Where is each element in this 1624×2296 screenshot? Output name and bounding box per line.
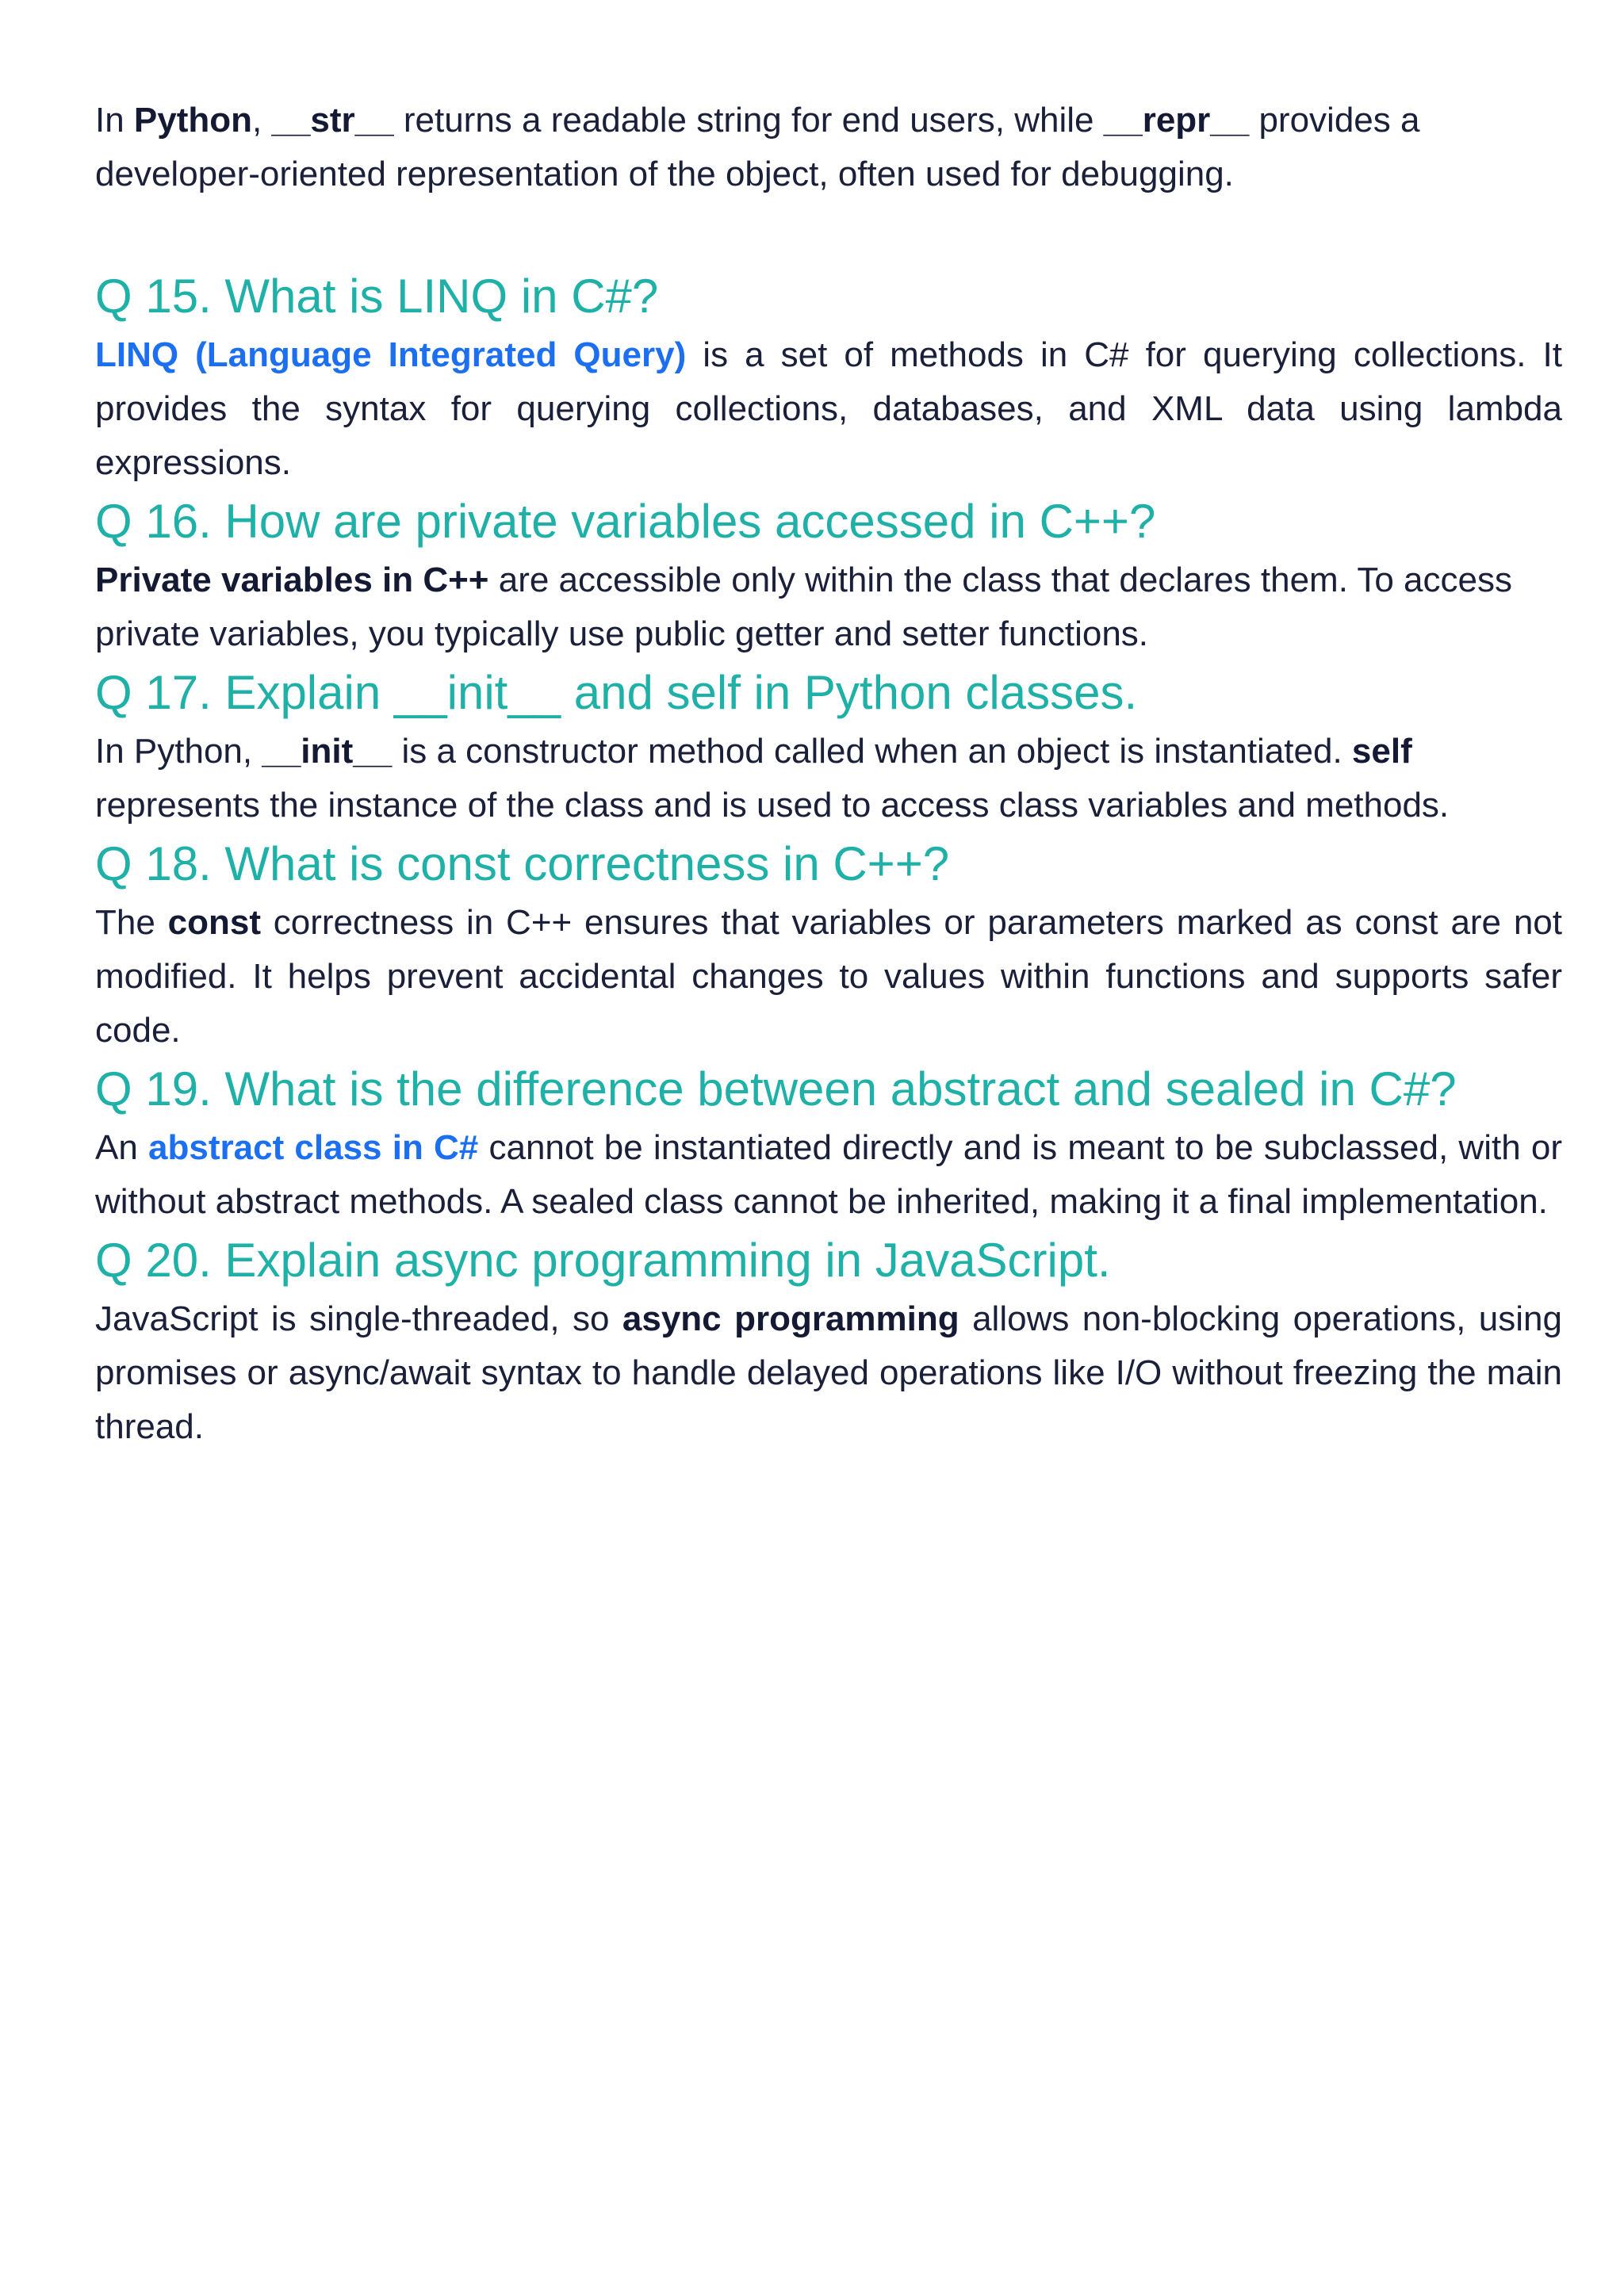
q16-heading: Q 16. How are private variables accessed in C++?	[95, 495, 1156, 548]
init-term: __init__	[262, 732, 393, 771]
private-variables-term: Private variables in C++	[95, 561, 489, 599]
q19-heading: Q 19. What is the difference between abstract and sealed in C#?	[95, 1062, 1457, 1115]
intro-paragraph: In Python, __str__ returns a readable string for end users, while __repr__ provides a developer-oriented representation of the object, often used for debugging.	[95, 101, 1420, 193]
q20-answer: JavaScript is single-threaded, so async programming allows non-blocking operations, using promises or async/await syntax to handle delayed operations like I/O without freezing the main thread.	[95, 1299, 1562, 1446]
const-term: const	[167, 903, 261, 942]
str-term: __str__	[271, 101, 394, 140]
q18-answer: The const correctness in C++ ensures that variables or parameters marked as const are not modified. It helps prevent accidental changes to values within functions and supports safer code.	[95, 903, 1562, 1050]
q20-heading: Q 20. Explain async programming in JavaScript.	[95, 1234, 1111, 1287]
q15-answer: LINQ (Language Integrated Query) is a set of methods in C# for querying collections. It provides the syntax for querying collections, databases, and XML data using lambda expressions.	[95, 335, 1562, 482]
self-term: self	[1351, 732, 1412, 771]
q16-answer: Private variables in C++ are accessible only within the class that declares them. To access private variables, you typically use public getter and setter functions.	[95, 561, 1512, 653]
repr-term: __repr__	[1103, 101, 1250, 140]
q19-answer: An abstract class in C# cannot be instantiated directly and is meant to be subclassed, with or without abstract methods. A sealed class cannot be inherited, making it a final implementation.	[95, 1128, 1562, 1221]
q15-heading: Q 15. What is LINQ in C#?	[95, 270, 659, 323]
content-column	[95, 94, 1562, 1454]
async-programming-term: async programming	[622, 1299, 959, 1338]
abstract-class-link[interactable]: abstract class in C#	[148, 1128, 479, 1167]
q17-heading: Q 17. Explain __init__ and self in Python classes.	[95, 666, 1138, 719]
python-term: Python	[133, 101, 253, 140]
q18-heading: Q 18. What is const correctness in C++?	[95, 837, 950, 890]
q17-answer: In Python, __init__ is a constructor method called when an object is instantiated. self represents the instance of the class and is used to access class variables and methods.	[95, 732, 1450, 825]
linq-link[interactable]: LINQ (Language Integrated Query)	[95, 335, 687, 374]
